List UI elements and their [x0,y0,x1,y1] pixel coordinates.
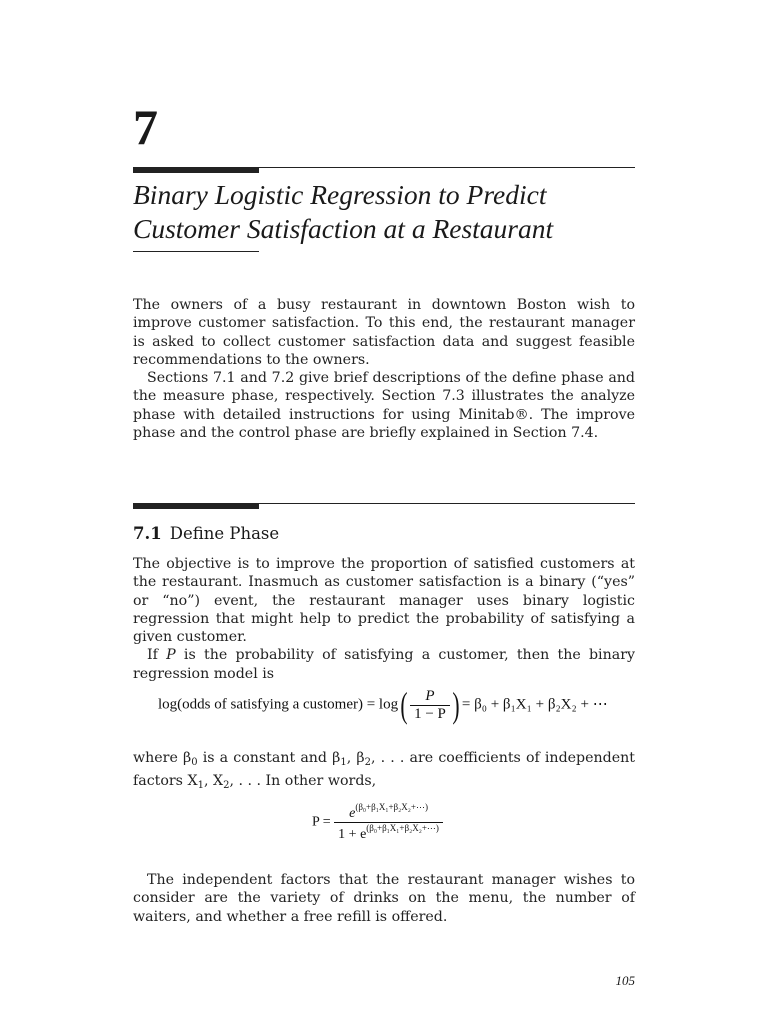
section-number: 7.1 [133,524,162,543]
equation-probability [312,802,443,843]
where-paragraph: where $\beta_0$ is a constant and $\beta_1$, $\beta_2$, . . . are coefficients of independent factors $X_1$, $X_2$, . . . In other words, [133,750,635,792]
equation-fraction: $\frac{e^{(\beta_0+\beta_1X_1+\beta_2X_2+\cdots)}}{1 + e^{(\beta_0+\beta_1X_1+\beta_2X_2+\cdots)}}$ [334,802,443,843]
where-text [133,749,635,796]
intro-text [133,296,635,442]
section-text [133,555,635,683]
equation-rhs: = β₀ + β₁X₁ + β₂X₂ + ⋯ [461,696,608,713]
section-heading [133,524,279,543]
equation-fraction: $\frac{P}{1 - P}$ [410,688,450,723]
chapter-number: 7 [133,99,158,155]
chapter-rule-thin [259,167,635,168]
equation-lhs: P = [312,814,331,830]
chapter-title: Binary Logistic Regression to Predict Customer Satisfaction at a Restaurant [133,179,554,244]
factors-text [133,871,635,926]
equation-lhs: log(odds of satisfying a customer) = log [158,696,399,713]
section-rule-thick [133,503,259,509]
page-number: 105 [615,973,635,988]
intro-paragraph: The owners of a busy restaurant in downtown Boston wish to improve customer satisfaction. To this end, the restaurant manager is asked to collect customer satisfaction data and suggest feasible recommendations to the owners. [133,297,635,368]
section-title: Define Phase [169,524,280,543]
section-rule-thin [259,503,635,504]
intro-paragraph: Sections 7.1 and 7.2 give brief descriptions of the define phase and the measure phase, respectively. Section 7.3 illustrates the analyze phase with detailed instructions for using Minitab®. The improve phase and the control phase are briefly explained in Section 7.4. [133,370,635,442]
section-paragraph: The objective is to improve the proportion of satisfied customers at the restaurant. Inasmuch as customer satisfaction is a binary (“yes” or “no”) event, the restaurant manager uses binary logistic regression that might help to predict the probability of satisfying a given customer. [133,556,635,646]
factors-paragraph: The independent factors that the restaurant manager wishes to consider are the variety of drinks on the menu, the number of waiters, and whether a free refill is offered. [133,872,635,925]
section-paragraph: If P is the probability of satisfying a customer, then the binary regression model is [133,647,635,682]
equation-logit: log(odds of satisfying a customer) = log( $\frac{P}{1 - P}$ ) = β₀ + β₁X₁ + β₂X₂ + ⋯ [158,685,608,725]
chapter-rule-thick [133,167,259,173]
title-underline [133,251,259,252]
